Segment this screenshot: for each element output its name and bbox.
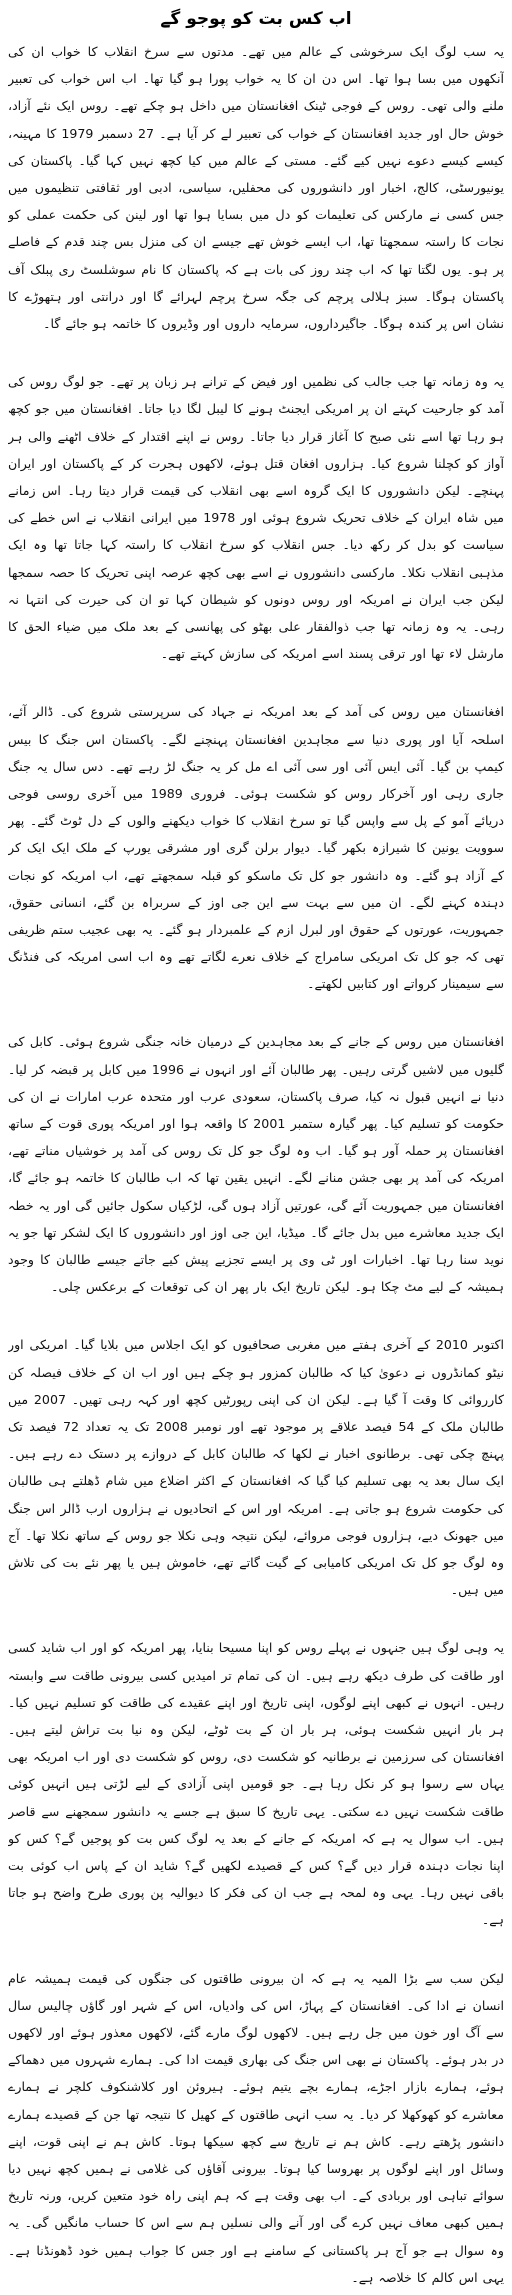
article-paragraph-2: یہ وہ زمانہ تھا جب جالب کی نظمیں اور فیض کے ترانے ہر زبان پر تھے۔ جو لوگ روس کی آمد کو جارحیت کہتے ان پر امریکی ایجنٹ ہونے کا لیبل لگا دیا جاتا۔ افغانستان میں جو کچھ ہو رہا تھا اسے نئی صبح کا آغاز قرار دیا جاتا۔ روس نے اپنے اقتدار کے خلاف اٹھنے والی ہر آواز کو کچلنا شروع کیا۔ ہزاروں افغان قتل ہوئے، لاکھوں ہجرت کر کے پاکستان اور ایران پہنچے۔ لیکن دانشوروں کا ایک گروہ اسے بھی انقلاب کی قیمت قرار دیتا رہا۔ اس زمانے میں شاہ ایران کے خلاف تحریک شروع ہوئی اور 1978 میں ایرانی انقلاب نے اس خطے کی سیاست کو بدل کر رکھ دیا۔ جس انقلاب کو سرخ انقلاب کا راستہ کہا جاتا تھا وہ ایک مذہبی انقلاب نکلا۔ مارکسی دانشوروں نے اسے بھی کچھ عرصہ اپنی تحریک کا حصہ سمجھا لیکن جب ایران نے امریکہ اور روس دونوں کو شیطان کہا تو ان کی حیرت کی انتہا نہ رہی۔ یہ وہ زمانہ تھا جب ذوالفقار علی بھٹو کی پھانسی کے بعد ملک میں ضیاء الحق کا مارشل لاء تھا اور ترقی پسند اسے امریکہ کی سازش کہتے تھے۔ [8, 374, 504, 662]
article-paragraph-3: افغانستان میں روس کی آمد کے بعد امریکہ نے جہاد کی سرپرستی شروع کی۔ ڈالر آئے، اسلحہ آیا اور پوری دنیا سے مجاہدین افغانستان پہنچنے لگے۔ پاکستان اس جنگ کا بیس کیمپ بن گیا۔ آئی ایس آئی اور سی آئی اے مل کر یہ جنگ لڑ رہے تھے۔ دس سال یہ جنگ جاری رہی اور آخرکار روس کو شکست ہوئی۔ فروری 1989 میں آخری روسی فوجی دریائے آمو کے پل سے واپس گیا تو سرخ انقلاب کا خواب دیکھنے والوں کے دل ٹوٹ گئے۔ پھر سوویت یونین کا شیرازہ بکھر گیا۔ دیوار برلن گری اور مشرقی یورپ کے ملک ایک ایک کر کے آزاد ہو گئے۔ وہ دانشور جو کل تک ماسکو کو قبلہ سمجھتے تھے، اب امریکہ کو نجات دہندہ کہنے لگے۔ ان میں سے بہت سے این جی اوز کے سربراہ بن گئے، انسانی حقوق، جمہوریت، عورتوں کے حقوق اور لبرل ازم کے علمبردار ہو گئے۔ یہ بھی عجیب ستم ظریفی تھی کہ جو کل تک امریکی سامراج کے خلاف نعرے لگاتے تھے وہ اب اسی امریکہ کی فنڈنگ سے سیمینار کرواتے اور کتابیں لکھتے۔ [8, 704, 504, 992]
article-paragraph-6: یہ وہی لوگ ہیں جنہوں نے پہلے روس کو اپنا مسیحا بنایا، پھر امریکہ کو اور اب شاید کسی اور طاقت کی طرف دیکھ رہے ہیں۔ ان کی تمام تر امیدیں کسی بیرونی طاقت سے وابستہ رہیں۔ انہوں نے کبھی اپنے لوگوں، اپنی تاریخ اور اپنے عقیدے کی طاقت کو تسلیم نہیں کیا۔ ہر بار انہیں شکست ہوئی، ہر بار ان کے بت ٹوٹے، لیکن وہ نیا بت تراش لیتے ہیں۔ افغانستان کی سرزمین نے برطانیہ کو شکست دی، روس کو شکست دی اور اب امریکہ بھی یہاں سے رسوا ہو کر نکل رہا ہے۔ جو قومیں اپنی آزادی کے لیے لڑتی ہیں انہیں کوئی طاقت شکست نہیں دے سکتی۔ یہی تاریخ کا سبق ہے جسے یہ دانشور سمجھنے سے قاصر ہیں۔ اب سوال یہ ہے کہ امریکہ کے جانے کے بعد یہ لوگ کس بت کو پوجیں گے؟ کس کو اپنا نجات دہندہ قرار دیں گے؟ کس کے قصیدے لکھیں گے؟ شاید ان کے پاس اب کوئی بت باقی نہیں رہا۔ یہی وہ لمحہ ہے جب ان کی فکر کا دیوالیہ پن پوری طرح واضح ہو جاتا ہے۔ [8, 1640, 504, 1928]
article-paragraph-5: اکتوبر 2010 کے آخری ہفتے میں مغربی صحافیوں کو ایک اجلاس میں بلایا گیا۔ امریکی اور نیٹو کمانڈروں نے دعویٰ کیا کہ طالبان کمزور ہو چکے ہیں اور اب ان کے خلاف فیصلہ کن کارروائی کا وقت آ گیا ہے۔ لیکن ان کی اپنی رپورٹیں کچھ اور کہہ رہی تھیں۔ 2007 میں طالبان ملک کے 54 فیصد علاقے پر موجود تھے اور نومبر 2008 تک یہ تعداد 72 فیصد تک پہنچ چکی تھی۔ برطانوی اخبار نے لکھا کہ طالبان کابل کے دروازے پر دستک دے رہے ہیں۔ ایک سال بعد یہ بھی تسلیم کیا گیا کہ افغانستان کے اکثر اضلاع میں شام ڈھلتے ہی طالبان کی حکومت شروع ہو جاتی ہے۔ امریکہ اور اس کے اتحادیوں نے ہزاروں ارب ڈالر اس جنگ میں جھونک دیے، ہزاروں فوجی مروائے، لیکن نتیجہ وہی نکلا جو روس کے ساتھ نکلا تھا۔ آج وہ لوگ جو کل تک امریکی کامیابی کے گیت گاتے تھے، خاموش ہیں یا پھر نئے بت کی تلاش میں ہیں۔ [8, 1337, 504, 1598]
article-title: اب کس بت کو پوجو گے [160, 9, 352, 29]
article-paragraph-1: یہ سب لوگ ایک سرخوشی کے عالم میں تھے۔ مدتوں سے سرخ انقلاب کا خواب ان کی آنکھوں میں بسا ہوا تھا۔ اس دن ان کا یہ خواب پورا ہو گیا تھا۔ اب اس خواب کی تعبیر ملنے والی تھی۔ روس کے فوجی ٹینک افغانستان میں داخل ہو چکے تھے۔ روس ایک نئے آزاد، خوش حال اور جدید افغانستان کے خواب کی تعبیر لے کر آیا ہے۔ 27 دسمبر 1979 کا مہینہ، کیسے کیسے دعوے نہیں کیے گئے۔ مستی کے عالم میں کیا کچھ نہیں کہا گیا۔ پاکستان کی یونیورسٹی، کالج، اخبار اور دانشوروں کی محفلیں، سیاسی، ادبی اور ثقافتی تنظیموں میں جس کسی نے مارکس کی تعلیمات کو دل میں بسایا ہوا تھا اور لینن کی حکمت عملی کو نجات کا راستہ سمجھتا تھا، اب ایسے خوش تھے جیسے ان کی منزل بس چند قدم کے فاصلے پر ہو۔ یوں لگتا تھا کہ اب چند روز کی بات ہے کہ پاکستان کا نام سوشلسٹ ری پبلک آف پاکستان ہوگا۔ سبز ہلالی پرچم کی جگہ سرخ پرچم لہرائے گا اور درانتی اور ہتھوڑے کا نشان اس پر کندہ ہوگا۔ جاگیرداروں، سرمایہ داروں اور وڈیروں کا خاتمہ ہو جائے گا۔ [8, 44, 504, 332]
article-paragraph-7: لیکن سب سے بڑا المیہ یہ ہے کہ ان بیرونی طاقتوں کی جنگوں کی قیمت ہمیشہ عام انسان نے ادا کی۔ افغانستان کے پہاڑ، اس کی وادیاں، اس کے شہر اور گاؤں چالیس سال سے آگ اور خون میں جل رہے ہیں۔ لاکھوں لوگ مارے گئے، لاکھوں معذور ہوئے اور لاکھوں در بدر ہوئے۔ پاکستان نے بھی اس جنگ کی بھاری قیمت ادا کی۔ ہمارے شہروں میں دھماکے ہوئے، ہمارے بازار اجڑے، ہمارے بچے یتیم ہوئے۔ ہیروئن اور کلاشنکوف کلچر نے ہمارے معاشرے کو کھوکھلا کر دیا۔ یہ سب انہی طاقتوں کے کھیل کا نتیجہ تھا جن کے قصیدے ہمارے دانشور پڑھتے رہے۔ کاش ہم نے تاریخ سے کچھ سیکھا ہوتا۔ کاش ہم نے اپنی قوت، اپنے وسائل اور اپنے لوگوں پر بھروسا کیا ہوتا۔ بیرونی آقاؤں کی غلامی نے ہمیں کچھ نہیں دیا سوائے تباہی اور بربادی کے۔ اب بھی وقت ہے کہ ہم اپنی راہ خود متعین کریں، ورنہ تاریخ ہمیں کبھی معاف نہیں کرے گی اور آنے والی نسلیں ہم سے اس کا حساب مانگیں گی۔ یہ وہ سوال ہے جو آج ہر پاکستانی کے سامنے ہے اور جس کا جواب ہمیں خود ڈھونڈنا ہے۔ یہی اس کالم کا خلاصہ ہے۔ [8, 1970, 504, 2285]
article-paragraph-4: افغانستان میں روس کے جانے کے بعد مجاہدین کے درمیان خانہ جنگی شروع ہوئی۔ کابل کی گلیوں میں لاشیں گرتی رہیں۔ پھر طالبان آئے اور انہوں نے 1996 میں کابل پر قبضہ کر لیا۔ دنیا نے انہیں قبول نہ کیا، صرف پاکستان، سعودی عرب اور متحدہ عرب امارات نے ان کی حکومت کو تسلیم کیا۔ پھر گیارہ ستمبر 2001 کا واقعہ ہوا اور امریکہ پوری قوت کے ساتھ افغانستان پر حملہ آور ہو گیا۔ اب وہ لوگ جو کل تک روس کی آمد پر خوشیاں مناتے تھے، امریکہ کی آمد پر بھی جشن منانے لگے۔ انہیں یقین تھا کہ اب طالبان کا خاتمہ ہو جائے گا، افغانستان میں جمہوریت آئے گی، عورتیں آزاد ہوں گی، لڑکیاں سکول جائیں گی اور یہ خطہ ایک جدید معاشرے میں بدل جائے گا۔ میڈیا، این جی اوز اور دانشوروں کا ایک لشکر تھا جو یہ نوید سنا رہا تھا۔ اخبارات اور ٹی وی پر ایسے تجزیے پیش کیے جاتے جیسے طالبان کا وجود ہمیشہ کے لیے مٹ چکا ہو۔ لیکن تاریخ ایک بار پھر ان کی توقعات کے برعکس چلی۔ [8, 1034, 504, 1295]
article-body [8, 38, 504, 2291]
